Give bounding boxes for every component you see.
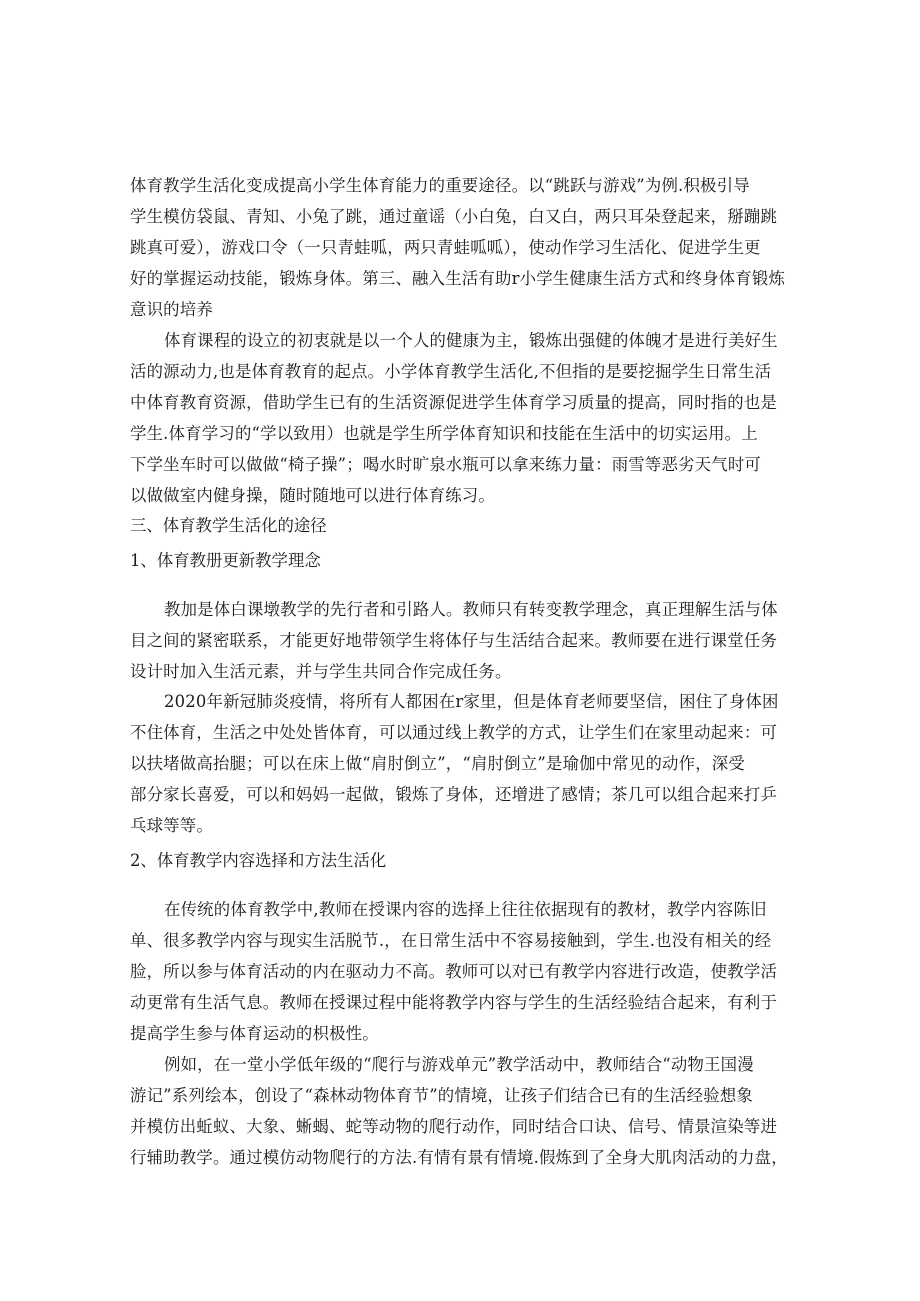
text-line: 体育课程的设立的初衷就是以一个人的健康为主，锻炼出强健的体魄才是进行美好生 [164,331,778,350]
paragraph-6 [130,1049,792,1173]
text-line: 脸，所以参与体育活动的内在驱动力不高。教师可以对已有教学内容进行改造，使教学活 [130,962,778,981]
text-line: 体育教学生活化变成提高小学生体育能力的重要途径。以“跳跃与游戏”为例.积极引导 [130,176,750,195]
text-line: 单、很多教学内容与现实生活脱节.，在日常生活中不容易接触到，学生.也没有相关的经 [130,931,772,950]
section-heading: 三、体育教学生活化的途径 [130,516,327,535]
text-line: 在传统的体育教学中,教师在授课内容的选择上往往依据现有的教材，教学内容陈旧 [164,900,767,919]
text-line: 意识的培养 [130,300,213,319]
text-line: 以做做室内健身操，随时随地可以进行体育练习。 [130,486,495,505]
text-line: 提高学生参与体育运动的枳极性。 [130,1024,379,1043]
paragraph-5 [130,894,792,1049]
text-line: 动更常有生活气息。教师在授课过程中能将教学内容与学生的生活经验结合起来，有利于 [130,993,778,1012]
text-line: 中体育教育资源，借助学生已有的生活资源促进学生体育学习质量的提高，同时指的也是 [130,393,778,412]
paragraph-4 [130,686,792,841]
text-line: 教加是体白课墩教学的先行者和引路人。教师只有转变教学理念，真正理解生活与体 [164,600,778,619]
text-line: 游记”系列绘本，创设了“森林动物体育节”的情境，让孩子们结合已有的生活经验想象 [130,1086,753,1105]
text-line: 2020年新冠肺炎疫情，将所有人都困在r家里，但是体育老师要坚信，困住了身体困 [164,692,779,711]
text-line: 以扶堵做高抬腿；可以在床上做“肩肘倒立”，“肩肘倒立”是瑜伽中常见的动作，深受 [130,754,745,773]
text-line: 目之间的紧密联系，才能更好地带领学生将体仔与生活结合起来。教师要在进行课堂任务 [130,631,778,650]
text-line: 设计时加入生活元素，并与学生共同合作完成任务。 [130,662,512,681]
text-line: 下学坐车时可以做做“椅子操”；喝水时旷泉水瓶可以拿来练力量：雨雪等恶劣天气时可 [130,455,762,474]
text-line: 不住体育，生活之中处处皆体育，可以通过线上教学的方式，让学生们在家里动起来：可 [130,723,778,742]
text-line: 部分家长喜爱，可以和妈妈一起做，锻炼了身体，还增进了感情；茶几可以组合起来打乒 [130,785,778,804]
text-line: 好的掌握运动技能，锻炼身体。第三、融入生活有助r小学生健康生活方式和终身体育锻炼 [130,269,786,288]
subsection-heading: 1、体育教册更新教学理念 [130,551,321,570]
text-line: 乓球等等。 [130,816,213,835]
text-line: 跳真可爱），游戏口令（一只青蛙呱，两只青蛙呱呱），使动作学习生活化、促进学生更 [130,238,761,257]
paragraph-1 [130,170,792,325]
text-line: 并模仿出蚯蚁、大象、蜥蝎、蛇等动物的爬行动作，同时结合口诀、信号、情景渲染等进 [130,1117,778,1136]
text-line: 学生.体育学习的“学以致用）也就是学生所学体育知识和技能在生活中的切实运用。上 [130,424,758,443]
paragraph-3 [130,594,792,687]
text-line: 行辅助教学。通过模仿动物爬行的方法.有情有景有情境.假炼到了全身大肌肉活动的力盘， [130,1148,788,1167]
subsection-heading: 2、体育教学内容选择和方法生活化 [130,851,387,870]
text-line: 例如，在一堂小学低年级的“爬行与游戏单元”教学活动中，教师结合“动物王国漫 [164,1055,754,1074]
text-line: 活的源动力,也是体育教育的起点。小学体育教学生活化,不但指的是要挖掘学生日常生活 [130,362,772,381]
text-line: 学生模仿袋鼠、青知、小兔了跳，通过童谣（小白兔，白又白，两只耳朵登起来，掰蹦跳 [130,207,778,226]
paragraph-2 [130,325,792,511]
